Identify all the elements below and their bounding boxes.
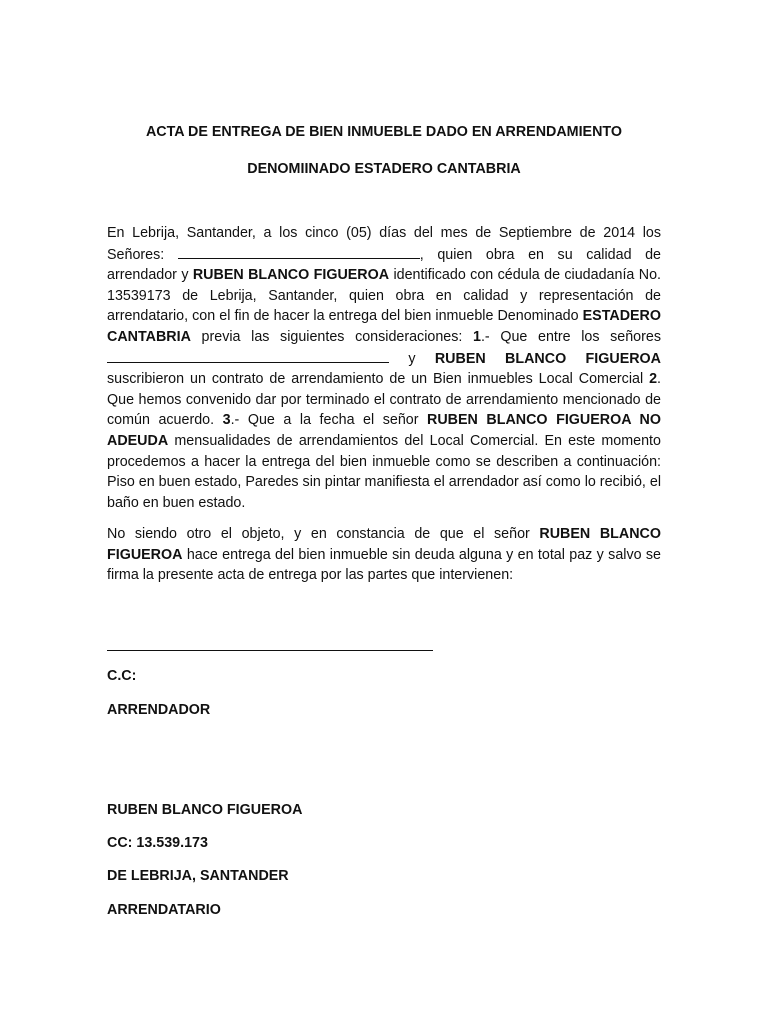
tenant-role-label: ARRENDATARIO (107, 902, 221, 918)
document-title: ACTA DE ENTREGA DE BIEN INMUEBLE DADO EN ARRENDAMIENTO (145, 124, 623, 140)
body-paragraph-2 (107, 524, 661, 586)
p2-text: hace entrega del bien inmueble sin deuda alguna y en total paz y salvo se firma la presente acta de entrega por las partes que intervienen: (107, 546, 661, 584)
p1-text: . Que hemos convenido dar por terminado el contrato de arrendamiento mencionado de común acuerdo. (107, 371, 661, 429)
document-subtitle: DENOMIINADO ESTADERO CANTABRIA (247, 161, 521, 177)
p2-text: No siendo otro el objeto, y en constancia de que el señor (107, 526, 540, 542)
lessor-cc-label: C.C: (107, 668, 137, 684)
property-name-bold: ESTADERO CANTABRIA (107, 308, 661, 345)
p1-text: .- Que a la fecha el señor (230, 412, 428, 429)
signature-line (107, 650, 433, 651)
p1-text: previa las siguientes consideraciones: (190, 328, 473, 345)
p1-text: identificado con cédula de ciudadanía No. 13539173 de Lebrija, Santander, quien obra en calidad y representación de arrendatario, con el fin de hacer la entrega del bien inmueble Denominado (107, 267, 661, 325)
tenant-place-label: DE LEBRIJA, SANTANDER (107, 868, 289, 884)
lessor-role-label: ARRENDADOR (107, 702, 211, 718)
p1-text: , quien obra en su calidad de arrendador y (107, 246, 661, 284)
p1-text: suscribieron un contrato de arrendamiento de un Bien inmuebles Local Comercial (107, 371, 650, 388)
p1-text: En Lebrija, Santander, a los cinco (05) días del mes de Septiembre de 2014 los Señores: (107, 225, 661, 263)
lessor-name-blank (178, 244, 420, 259)
tenant-cc-label: CC: 13.539.173 (107, 835, 208, 851)
no-debt-bold: RUBEN BLANCO FIGUEROA NO ADEUDA (107, 412, 661, 449)
body-paragraph-1 (107, 223, 661, 513)
parties-name-blank (107, 348, 389, 363)
tenant-name-bold: RUBEN BLANCO FIGUEROA (434, 350, 662, 367)
tenant-name-label: RUBEN BLANCO FIGUEROA (107, 802, 303, 818)
item-number-3: 3 (222, 412, 231, 429)
item-number-2: 2 (649, 371, 658, 388)
p1-text: mensualidades de arrendamientos del Local Comercial. En este momento procedemos a hacer la entrega del bien inmueble como se describen a continuación: Piso en buen estado, Paredes sin pintar manifiesta el arrendador así como lo recibió, el baño en buen estado. (107, 432, 661, 511)
p1-text: y (389, 350, 435, 367)
tenant-name-bold: RUBEN BLANCO FIGUEROA (107, 526, 661, 563)
tenant-name-bold: RUBEN BLANCO FIGUEROA (192, 267, 390, 284)
p1-text: .- Que entre los señores (480, 328, 661, 345)
item-number-1: 1 (473, 328, 481, 345)
